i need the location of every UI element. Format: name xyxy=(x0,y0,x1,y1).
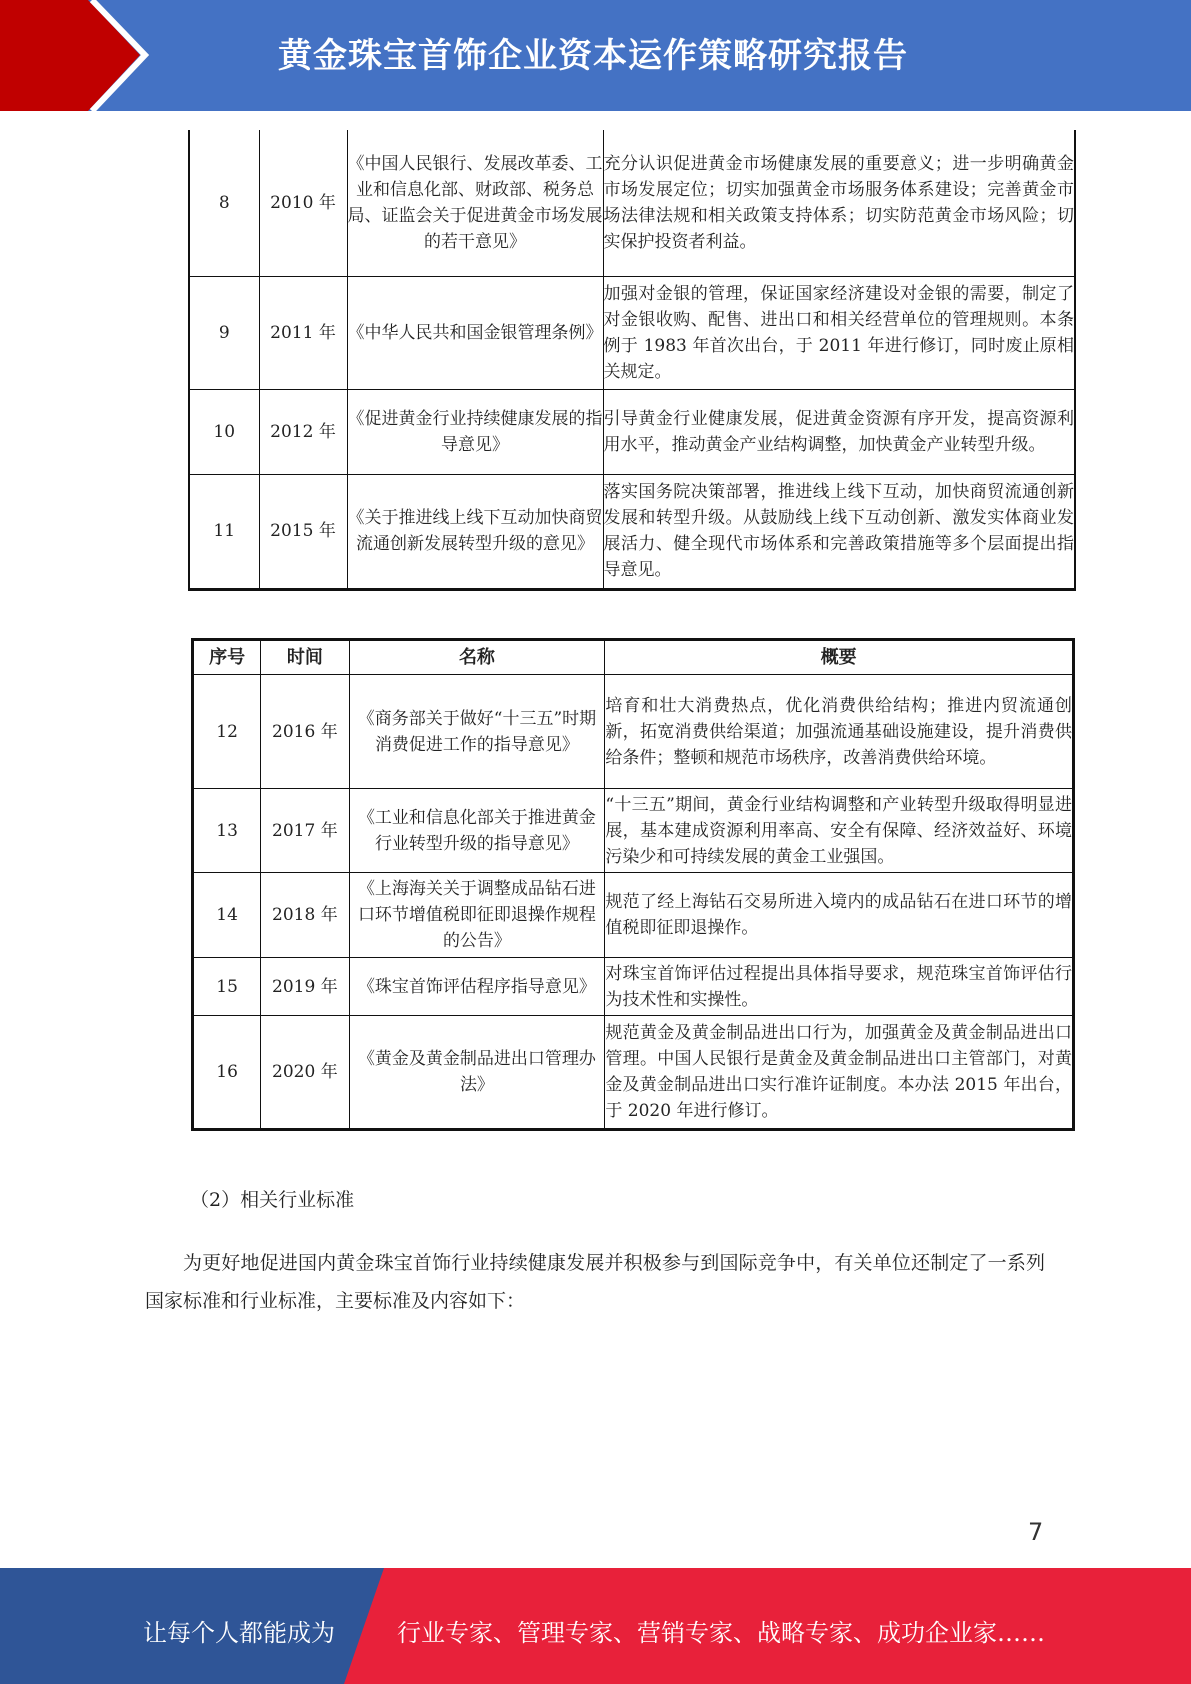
page-footer xyxy=(0,1568,1191,1684)
row-year-cell: 2020 年 xyxy=(261,1016,349,1130)
row-summary-cell: 充分认识促进黄金市场健康发展的重要意义；进一步明确黄金市场发展定位；切实加强黄金市场服务体系建设；完善黄金市场法律法规和相关政策支持体系；切实防范黄金市场风险；切实保护投资者利益。 xyxy=(603,130,1075,276)
row-year-cell: 2010 年 xyxy=(259,130,347,276)
table-row xyxy=(189,276,1075,389)
footer-slogan-left: 让每个人都能成为 xyxy=(143,1619,335,1647)
row-year-cell: 2018 年 xyxy=(261,873,349,958)
row-name-cell: 《中国人民银行、发展改革委、工业和信息化部、财政部、税务总局、证监会关于促进黄金市场发展的若干意见》 xyxy=(347,130,603,276)
table-row xyxy=(189,389,1075,474)
header-cell-name: 名称 xyxy=(349,640,605,675)
row-number-cell: 16 xyxy=(193,1016,261,1130)
row-name-cell: 《珠宝首饰评估程序指导意见》 xyxy=(349,958,605,1016)
policy-table-continued xyxy=(188,130,1076,591)
table-header-row xyxy=(193,640,1074,675)
row-number-cell: 9 xyxy=(189,276,259,389)
row-year-cell: 2016 年 xyxy=(261,675,349,789)
section-subheading: （2）相关行业标准 xyxy=(190,1189,355,1211)
header-cell-summary: 概要 xyxy=(605,640,1074,675)
row-summary-cell: 对珠宝首饰评估过程提出具体指导要求，规范珠宝首饰评估行为技术性和实操性。 xyxy=(605,958,1074,1016)
page-header xyxy=(0,0,1191,111)
row-year-cell: 2011 年 xyxy=(259,276,347,389)
body-paragraph: 为更好地促进国内黄金珠宝首饰行业持续健康发展并积极参与到国际竞争中，有关单位还制定了一系列国家标准和行业标准，主要标准及内容如下： xyxy=(145,1252,1045,1312)
row-number-cell: 11 xyxy=(189,474,259,589)
row-name-cell: 《促进黄金行业持续健康发展的指导意见》 xyxy=(347,389,603,474)
row-summary-cell: 引导黄金行业健康发展，促进黄金资源有序开发，提高资源利用水平，推动黄金产业结构调整，加快黄金产业转型升级。 xyxy=(603,389,1075,474)
page-number: 7 xyxy=(1028,1518,1044,1546)
row-summary-cell: 加强对金银的管理，保证国家经济建设对金银的需要，制定了对金银收购、配售、进出口和相关经营单位的管理规则。本条例于 1983 年首次出台，于 2011 年进行修订，同时废止原相关规定。 xyxy=(603,276,1075,389)
row-name-cell: 《工业和信息化部关于推进黄金行业转型升级的指导意见》 xyxy=(349,789,605,873)
row-number-cell: 14 xyxy=(193,873,261,958)
row-year-cell: 2017 年 xyxy=(261,789,349,873)
report-title: 黄金珠宝首饰企业资本运作策略研究报告 xyxy=(278,36,908,76)
table-row xyxy=(193,873,1074,958)
row-year-cell: 2015 年 xyxy=(259,474,347,589)
row-summary-cell: 规范了经上海钻石交易所进入境内的成品钻石在进口环节的增值税即征即退操作。 xyxy=(605,873,1074,958)
table-row xyxy=(193,789,1074,873)
policy-table xyxy=(191,638,1075,1131)
row-summary-cell: “十三五”期间，黄金行业结构调整和产业转型升级取得明显进展，基本建成资源利用率高、安全有保障、经济效益好、环境污染少和可持续发展的黄金工业强国。 xyxy=(605,789,1074,873)
row-name-cell: 《商务部关于做好“十三五”时期消费促进工作的指导意见》 xyxy=(349,675,605,789)
row-summary-cell: 规范黄金及黄金制品进出口行为，加强黄金及黄金制品进出口管理。中国人民银行是黄金及黄金制品进出口主管部门，对黄金及黄金制品进出口实行准许证制度。本办法 2015 年出台，于 2020 年进行修订。 xyxy=(605,1016,1074,1130)
footer-slogan-right: 行业专家、管理专家、营销专家、战略专家、成功企业家…… xyxy=(397,1619,1045,1647)
row-summary-cell: 落实国务院决策部署，推进线上线下互动，加快商贸流通创新发展和转型升级。从鼓励线上线下互动创新、激发实体商业发展活力、健全现代市场体系和完善政策措施等多个层面提出指导意见。 xyxy=(603,474,1075,589)
row-number-cell: 13 xyxy=(193,789,261,873)
row-number-cell: 15 xyxy=(193,958,261,1016)
header-cell-time: 时间 xyxy=(261,640,349,675)
row-name-cell: 《黄金及黄金制品进出口管理办法》 xyxy=(349,1016,605,1130)
row-name-cell: 《上海海关关于调整成品钻石进口环节增值税即征即退操作规程的公告》 xyxy=(349,873,605,958)
row-summary-cell: 培育和壮大消费热点，优化消费供给结构；推进内贸流通创新，拓宽消费供给渠道；加强流通基础设施建设，提升消费供给条件；整顿和规范市场秩序，改善消费供给环境。 xyxy=(605,675,1074,789)
table-row xyxy=(189,474,1075,589)
row-number-cell: 12 xyxy=(193,675,261,789)
header-cell-number: 序号 xyxy=(193,640,261,675)
table-row xyxy=(189,130,1075,276)
row-year-cell: 2012 年 xyxy=(259,389,347,474)
row-name-cell: 《关于推进线上线下互动加快商贸流通创新发展转型升级的意见》 xyxy=(347,474,603,589)
row-number-cell: 8 xyxy=(189,130,259,276)
table-row xyxy=(193,1016,1074,1130)
row-name-cell: 《中华人民共和国金银管理条例》 xyxy=(347,276,603,389)
table-row xyxy=(193,675,1074,789)
row-year-cell: 2019 年 xyxy=(261,958,349,1016)
table-row xyxy=(193,958,1074,1016)
row-number-cell: 10 xyxy=(189,389,259,474)
